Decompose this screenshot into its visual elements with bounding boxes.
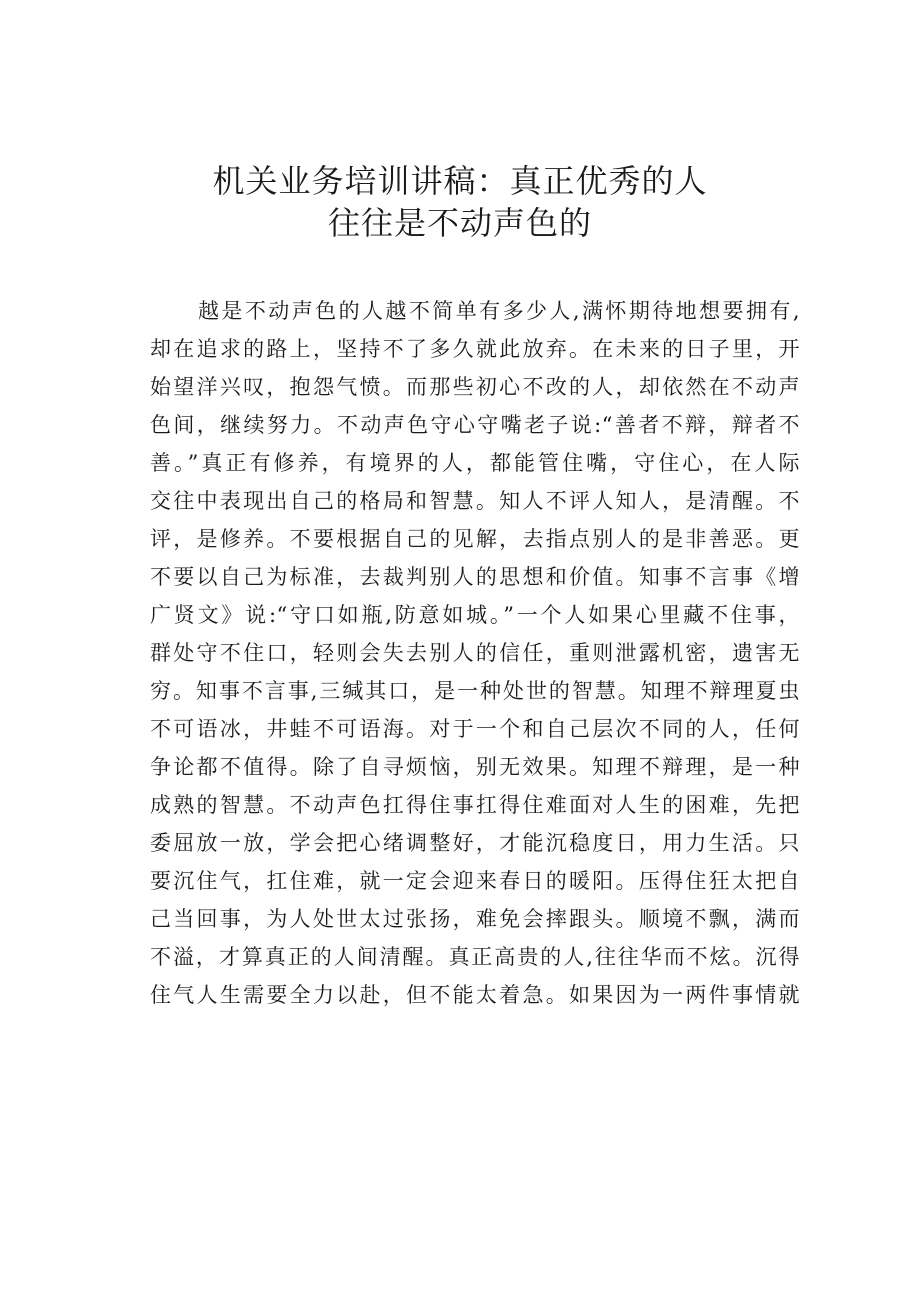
body-line: 穷。知事不言事,三缄其口，是一种处世的智慧。知理不辩理夏虫 xyxy=(150,679,800,703)
document-title-line-2: 往往是不动声色的 xyxy=(327,204,592,242)
body-line: 要沉住气，扛住难，就一定会迎来春日的暖阳。压得住狂太把自 xyxy=(150,869,800,893)
document-body xyxy=(150,292,800,1014)
body-line: 己当回事，为人处世太过张扬，难免会摔跟头。顺境不飘，满而 xyxy=(150,907,800,931)
body-line: 色间，继续努力。不动声色守心守嘴老子说:“善者不辩，辩者不 xyxy=(150,413,800,437)
body-line: 不溢，才算真正的人间清醒。真正高贵的人,往往华而不炫。沉得 xyxy=(150,945,800,969)
body-line: 争论都不值得。除了自寻烦恼，别无效果。知理不辩理，是一种 xyxy=(150,755,800,779)
body-line: 评，是修养。不要根据自己的见解，去指点别人的是非善恶。更 xyxy=(150,527,800,551)
body-line: 委屈放一放，学会把心绪调整好，才能沉稳度日，用力生活。只 xyxy=(150,831,800,855)
body-line: 不要以自己为标准，去裁判别人的思想和价值。知事不言事《增 xyxy=(150,565,800,589)
body-line: 住气人生需要全力以赴，但不能太着急。如果因为一两件事情就 xyxy=(150,983,800,1007)
body-line: 不可语冰，井蛙不可语海。对于一个和自己层次不同的人，任何 xyxy=(150,717,800,741)
body-line: 却在追求的路上，坚持不了多久就此放弃。在未来的日子里，开 xyxy=(150,337,800,361)
body-line: 成熟的智慧。不动声色扛得住事扛得住难面对人生的困难，先把 xyxy=(150,793,800,817)
body-line: 善。”真正有修养，有境界的人，都能管住嘴，守住心，在人际 xyxy=(150,451,800,475)
body-line: 始望洋兴叹，抱怨气愤。而那些初心不改的人，却依然在不动声 xyxy=(150,375,800,399)
document-title-line-1: 机关业务培训讲稿：真正优秀的人 xyxy=(212,162,708,200)
body-line: 广贤文》说:“守口如瓶,防意如城。”一个人如果心里藏不住事， xyxy=(150,603,800,627)
body-line: 越是不动声色的人越不简单有多少人,满怀期待地想要拥有, xyxy=(198,299,800,323)
body-line: 交往中表现出自己的格局和智慧。知人不评人知人，是清醒。不 xyxy=(150,489,800,513)
body-line: 群处守不住口，轻则会失去别人的信任，重则泄露机密，遗害无 xyxy=(150,641,800,665)
